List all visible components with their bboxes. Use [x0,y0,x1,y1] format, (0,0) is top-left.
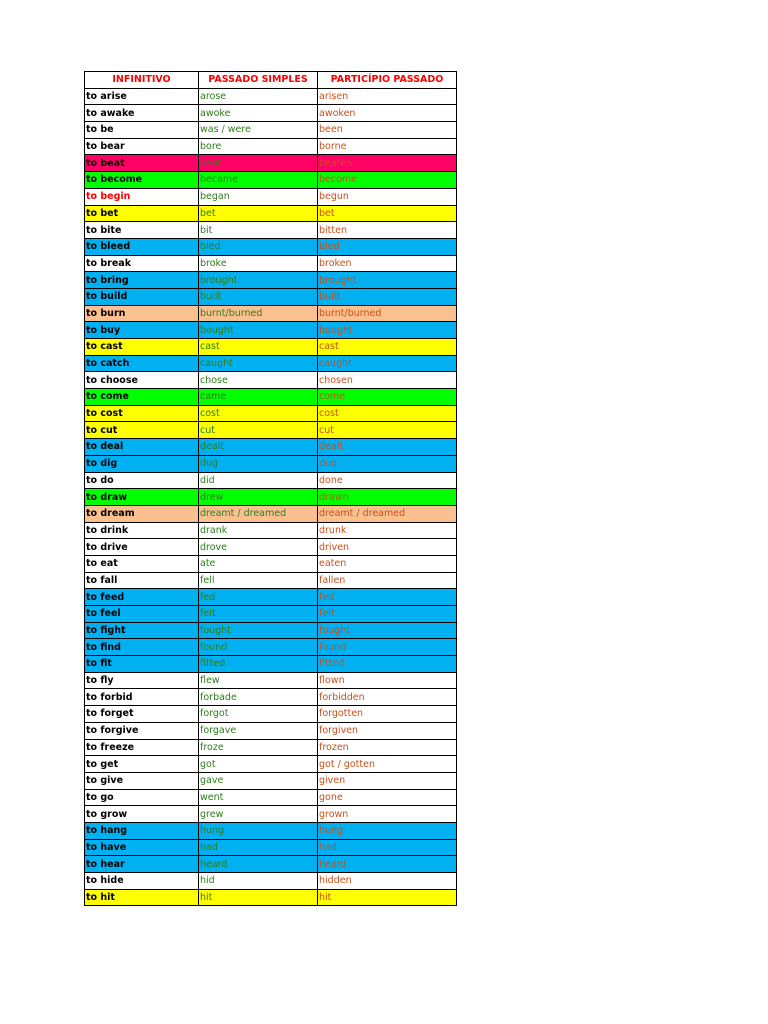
table-row [85,88,457,105]
table-row [85,489,457,506]
cell-past-simple: dealt [199,439,318,456]
cell-infinitive: to catch [85,355,199,372]
table-row [85,672,457,689]
table-row [85,856,457,873]
cell-past-participle: forgotten [318,706,457,723]
cell-past-simple: awoke [199,105,318,122]
cell-past-participle: hung [318,822,457,839]
cell-infinitive: to arise [85,88,199,105]
cell-past-participle: done [318,472,457,489]
table-row [85,789,457,806]
cell-past-participle: awoken [318,105,457,122]
table-row [85,455,457,472]
cell-past-simple: bore [199,138,318,155]
cell-infinitive: to draw [85,489,199,506]
table-row [85,355,457,372]
cell-past-participle: cut [318,422,457,439]
cell-past-participle: bought [318,322,457,339]
cell-past-participle: had [318,839,457,856]
cell-past-simple: came [199,389,318,406]
table-row [85,806,457,823]
cell-infinitive: to forgive [85,722,199,739]
table-row [85,122,457,139]
header-row [85,72,457,89]
cell-past-participle: fallen [318,572,457,589]
cell-past-simple: broke [199,255,318,272]
header-infinitivo: INFINITIVO [85,72,199,89]
cell-past-simple: found [199,639,318,656]
cell-past-participle: felt [318,606,457,623]
cell-past-participle: bet [318,205,457,222]
cell-infinitive: to have [85,839,199,856]
table-row [85,572,457,589]
cell-infinitive: to hear [85,856,199,873]
cell-past-simple: bet [199,205,318,222]
table-row [85,305,457,322]
table-row [85,322,457,339]
cell-infinitive: to eat [85,555,199,572]
table-row [85,889,457,906]
table-row [85,339,457,356]
cell-past-simple: burnt/burned [199,305,318,322]
cell-past-participle: broken [318,255,457,272]
cell-past-simple: forbade [199,689,318,706]
cell-past-simple: arose [199,88,318,105]
cell-past-simple: hit [199,889,318,906]
cell-past-participle: drawn [318,489,457,506]
cell-infinitive: to drive [85,539,199,556]
cell-past-simple: fitted [199,656,318,673]
cell-infinitive: to drink [85,522,199,539]
cell-past-participle: frozen [318,739,457,756]
cell-past-participle: burnt/burned [318,305,457,322]
table-row [85,272,457,289]
cell-infinitive: to fall [85,572,199,589]
cell-past-simple: froze [199,739,318,756]
cell-infinitive: to do [85,472,199,489]
cell-infinitive: to cut [85,422,199,439]
cell-infinitive: to feel [85,606,199,623]
cell-past-participle: grown [318,806,457,823]
table-row [85,622,457,639]
cell-past-simple: drank [199,522,318,539]
cell-past-simple: was / were [199,122,318,139]
cell-past-simple: dreamt / dreamed [199,505,318,522]
cell-infinitive: to dig [85,455,199,472]
cell-past-simple: fed [199,589,318,606]
cell-past-simple: ate [199,555,318,572]
cell-infinitive: to become [85,172,199,189]
cell-infinitive: to cast [85,339,199,356]
cell-infinitive: to fight [85,622,199,639]
cell-past-participle: dreamt / dreamed [318,505,457,522]
table-row [85,522,457,539]
table-row [85,472,457,489]
cell-past-simple: beat [199,155,318,172]
cell-past-participle: brought [318,272,457,289]
table-row [85,555,457,572]
table-row [85,505,457,522]
cell-past-participle: dug [318,455,457,472]
cell-past-simple: fell [199,572,318,589]
cell-infinitive: to cost [85,405,199,422]
cell-past-participle: hidden [318,873,457,890]
cell-infinitive: to burn [85,305,199,322]
header-participio-passado: PARTICÍPIO PASSADO [318,72,457,89]
cell-past-simple: built [199,288,318,305]
cell-infinitive: to grow [85,806,199,823]
cell-past-simple: forgot [199,706,318,723]
table-row [85,389,457,406]
cell-infinitive: to dream [85,505,199,522]
cell-past-participle: driven [318,539,457,556]
table-row [85,288,457,305]
cell-past-participle: chosen [318,372,457,389]
cell-past-simple: did [199,472,318,489]
cell-past-simple: cost [199,405,318,422]
cell-infinitive: to bring [85,272,199,289]
cell-past-participle: borne [318,138,457,155]
cell-past-simple: caught [199,355,318,372]
cell-past-participle: built [318,288,457,305]
cell-past-participle: begun [318,188,457,205]
cell-infinitive: to break [85,255,199,272]
table-row [85,205,457,222]
cell-infinitive: to hang [85,822,199,839]
cell-infinitive: to go [85,789,199,806]
cell-past-simple: drew [199,489,318,506]
cell-infinitive: to get [85,756,199,773]
cell-infinitive: to come [85,389,199,406]
cell-past-simple: chose [199,372,318,389]
cell-past-participle: been [318,122,457,139]
table-row [85,138,457,155]
table-row [85,839,457,856]
cell-past-simple: bought [199,322,318,339]
cell-infinitive: to bear [85,138,199,155]
cell-infinitive: to beat [85,155,199,172]
cell-past-simple: brought [199,272,318,289]
cell-infinitive: to be [85,122,199,139]
cell-infinitive: to freeze [85,739,199,756]
cell-past-simple: drove [199,539,318,556]
cell-past-participle: bled [318,238,457,255]
cell-infinitive: to feed [85,589,199,606]
cell-past-participle: bitten [318,222,457,239]
cell-past-participle: fought [318,622,457,639]
cell-infinitive: to forbid [85,689,199,706]
table-row [85,222,457,239]
cell-past-simple: bled [199,238,318,255]
table-row [85,639,457,656]
table-row [85,372,457,389]
cell-past-simple: had [199,839,318,856]
cell-past-simple: began [199,188,318,205]
cell-past-participle: drunk [318,522,457,539]
cell-past-participle: given [318,772,457,789]
table-row [85,606,457,623]
cell-infinitive: to bite [85,222,199,239]
cell-past-participle: become [318,172,457,189]
table-row [85,188,457,205]
cell-infinitive: to bleed [85,238,199,255]
cell-past-simple: dug [199,455,318,472]
cell-past-simple: hid [199,873,318,890]
table-row [85,589,457,606]
table-row [85,539,457,556]
table-body [85,88,457,906]
cell-infinitive: to awake [85,105,199,122]
cell-past-simple: grew [199,806,318,823]
cell-infinitive: to build [85,288,199,305]
table-row [85,739,457,756]
cell-past-participle: got / gotten [318,756,457,773]
table-row [85,722,457,739]
table-row [85,238,457,255]
cell-past-participle: forbidden [318,689,457,706]
cell-infinitive: to give [85,772,199,789]
cell-past-participle: fitted [318,656,457,673]
table-row [85,439,457,456]
cell-infinitive: to fit [85,656,199,673]
cell-past-participle: caught [318,355,457,372]
cell-infinitive: to hide [85,873,199,890]
table-row [85,689,457,706]
table-row [85,822,457,839]
cell-infinitive: to forget [85,706,199,723]
cell-past-simple: became [199,172,318,189]
cell-past-participle: eaten [318,555,457,572]
table-row [85,105,457,122]
cell-infinitive: to find [85,639,199,656]
header-passado-simples: PASSADO SIMPLES [199,72,318,89]
cell-infinitive: to fly [85,672,199,689]
table-row [85,155,457,172]
cell-past-participle: arisen [318,88,457,105]
table-row [85,422,457,439]
cell-infinitive: to hit [85,889,199,906]
cell-past-simple: got [199,756,318,773]
irregular-verbs-table [84,71,457,906]
cell-past-simple: cast [199,339,318,356]
cell-past-simple: went [199,789,318,806]
cell-past-participle: hit [318,889,457,906]
cell-infinitive: to buy [85,322,199,339]
cell-infinitive: to begin [85,188,199,205]
table-row [85,756,457,773]
cell-past-simple: forgave [199,722,318,739]
cell-past-participle: gone [318,789,457,806]
cell-past-participle: found [318,639,457,656]
cell-past-participle: cost [318,405,457,422]
cell-past-participle: cast [318,339,457,356]
cell-past-simple: felt [199,606,318,623]
cell-past-participle: dealt [318,439,457,456]
table-row [85,873,457,890]
cell-past-participle: forgiven [318,722,457,739]
table-row [85,772,457,789]
cell-past-participle: flown [318,672,457,689]
cell-past-simple: heard [199,856,318,873]
cell-past-simple: cut [199,422,318,439]
cell-past-simple: fought [199,622,318,639]
cell-infinitive: to deal [85,439,199,456]
table-row [85,172,457,189]
cell-past-participle: beaten [318,155,457,172]
cell-past-simple: hung [199,822,318,839]
cell-infinitive: to bet [85,205,199,222]
cell-infinitive: to choose [85,372,199,389]
cell-past-participle: fed [318,589,457,606]
table-row [85,656,457,673]
cell-past-simple: flew [199,672,318,689]
cell-past-participle: heard [318,856,457,873]
table-row [85,405,457,422]
cell-past-participle: come [318,389,457,406]
table-row [85,255,457,272]
table-row [85,706,457,723]
cell-past-simple: bit [199,222,318,239]
cell-past-simple: gave [199,772,318,789]
